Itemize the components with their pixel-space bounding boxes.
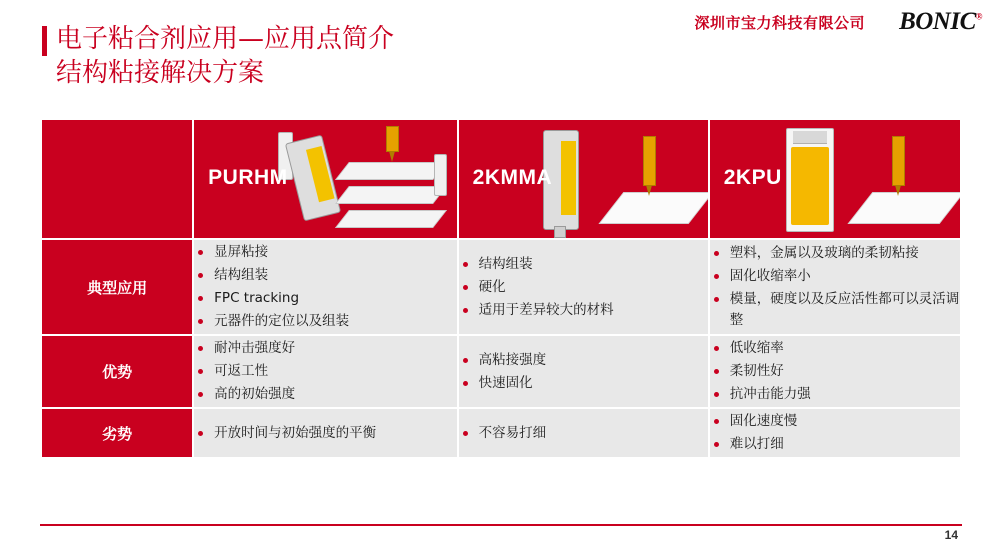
cell-2kmma-disadvantages — [458, 408, 709, 458]
company-name: 深圳市宝力科技有限公司 — [694, 15, 865, 32]
list-item: 开放时间与初始强度的平衡 — [194, 423, 456, 444]
page-title — [42, 22, 394, 90]
title-accent-bar — [42, 26, 47, 56]
dispensing-nozzle-icon — [892, 136, 905, 186]
cell-2kpu-advantages — [709, 335, 961, 408]
table-row — [41, 335, 961, 408]
column-label-purhm: PURHM — [208, 166, 288, 189]
cell-2kmma-advantages — [458, 335, 709, 408]
list-item: FPC tracking — [194, 288, 456, 309]
column-label-2kmma: 2KMMA — [472, 166, 553, 189]
list-item: 元器件的定位以及组装 — [194, 311, 456, 332]
list-item: 快速固化 — [459, 373, 708, 394]
cartridge-tip-icon — [554, 226, 566, 238]
title-line-1: 电子粘合剂应用—应用点简介 — [56, 24, 395, 54]
list-item: 不容易打细 — [459, 423, 708, 444]
dispensing-nozzle-icon — [643, 136, 656, 186]
table-header-row — [41, 119, 961, 239]
comparison-table — [40, 118, 962, 459]
cell-2kpu-typical-application — [709, 239, 961, 335]
registered-mark-icon: ® — [975, 11, 982, 22]
list-item: 硬化 — [459, 277, 708, 298]
list-item: 低收缩率 — [710, 338, 960, 359]
cell-2kpu-disadvantages — [709, 408, 961, 458]
column-header-purhm — [193, 119, 457, 239]
substrate-slab — [335, 162, 447, 180]
brand-logo — [899, 8, 982, 36]
list-item: 适用于差异较大的材料 — [459, 300, 708, 321]
column-label-2kpu: 2KPU — [723, 166, 782, 189]
adhesive-pouch-icon — [786, 128, 834, 232]
cartridge-fill — [306, 146, 335, 202]
substrate-plate — [847, 192, 960, 224]
title-line-2: 结构粘接解决方案 — [56, 58, 265, 88]
slide-header — [0, 0, 1000, 100]
table-corner-cell — [41, 119, 193, 239]
list-item: 塑料，金属以及玻璃的柔韧粘接 — [710, 243, 960, 264]
cartridge-icon — [434, 154, 447, 196]
list-item: 可返工性 — [194, 361, 456, 382]
footer-divider — [40, 524, 962, 526]
row-label-advantages: 优势 — [41, 335, 193, 408]
row-label-typical-application: 典型应用 — [41, 239, 193, 335]
page-number: 14 — [944, 528, 958, 542]
cell-purhm-disadvantages — [193, 408, 457, 458]
column-header-2kpu — [709, 119, 961, 239]
table-row — [41, 408, 961, 458]
substrate-plate — [598, 192, 708, 224]
list-item: 结构组装 — [194, 265, 456, 286]
table-row — [41, 239, 961, 335]
cell-2kmma-typical-application — [458, 239, 709, 335]
brand-logo-text: BONIC — [899, 8, 976, 35]
cell-purhm-advantages — [193, 335, 457, 408]
row-label-disadvantages: 劣势 — [41, 408, 193, 458]
substrate-slab — [335, 210, 447, 228]
list-item: 结构组装 — [459, 254, 708, 275]
list-item: 固化收缩率小 — [710, 266, 960, 287]
list-item: 高的初始强度 — [194, 384, 456, 405]
list-item: 模量，硬度以及反应活性都可以灵活调整 — [710, 289, 960, 331]
list-item: 柔韧性好 — [710, 361, 960, 382]
list-item: 固化速度慢 — [710, 411, 960, 432]
cartridge-fill — [561, 141, 576, 215]
list-item: 高粘接强度 — [459, 350, 708, 371]
pouch-fill — [791, 147, 829, 225]
list-item: 难以打细 — [710, 434, 960, 455]
column-header-2kmma — [458, 119, 709, 239]
cell-purhm-typical-application — [193, 239, 457, 335]
list-item: 耐冲击强度好 — [194, 338, 456, 359]
dual-cartridge-icon — [285, 135, 341, 222]
pouch-cap — [793, 131, 827, 144]
substrate-slab — [335, 186, 447, 204]
dispensing-nozzle-icon — [386, 126, 399, 152]
list-item: 显屏粘接 — [194, 242, 456, 263]
list-item: 抗冲击能力强 — [710, 384, 960, 405]
